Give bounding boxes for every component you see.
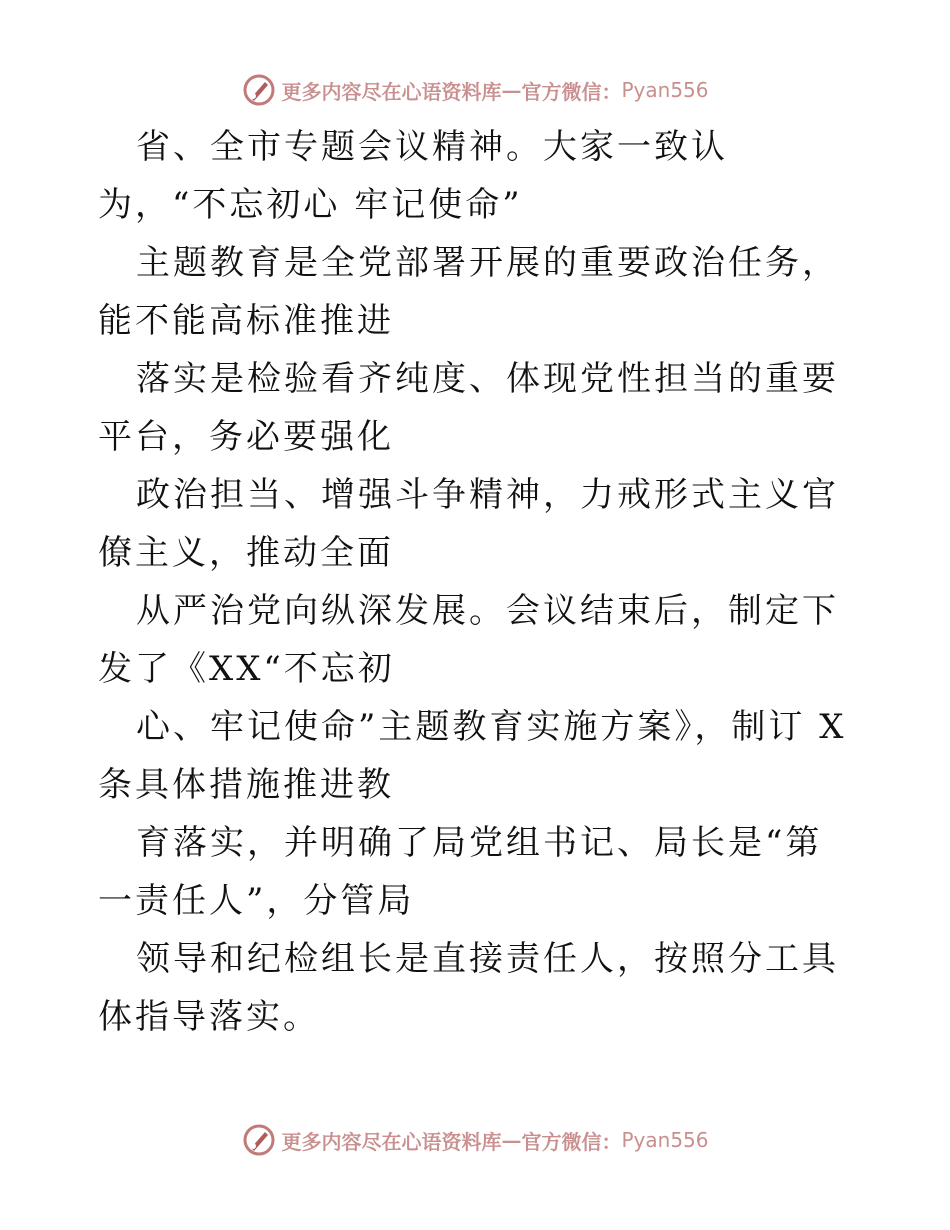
paragraph: 心、牢记使命”主题教育实施方案》，制订 X 条具体措施推进教 (98, 707, 847, 805)
watermark-wechat-id: Pyan556 (621, 1128, 709, 1152)
watermark-wechat-label: 官方微信： (521, 79, 622, 104)
header-watermark (0, 70, 950, 110)
paragraph: 政治担当、增强斗争精神，力戒形式主义官僚主义，推动全面 (98, 475, 839, 573)
document-body (98, 118, 858, 1046)
watermark-wechat-label: 官方微信： (521, 1129, 622, 1154)
paragraph: 领导和纪检组长是直接责任人，按照分工具体指导落实。 (98, 939, 839, 1037)
paragraph: 落实是检验看齐纯度、体现党性担当的重要平台，务必要强化 (98, 359, 839, 457)
footer-watermark (0, 1120, 950, 1160)
paragraph: 育落实，并明确了局党组书记、局长是“第一责任人”，分管局 (98, 823, 823, 921)
quill-seal-icon (241, 72, 277, 108)
watermark-brand: 更多内容尽在心语资料库 (281, 79, 502, 104)
paragraph: 主题教育是全党部署开展的重要政治任务，能不能高标准推进 (98, 243, 839, 341)
watermark-dash: — (501, 1128, 522, 1152)
quill-seal-icon (241, 1122, 277, 1158)
watermark-wechat-id: Pyan556 (621, 78, 709, 102)
paragraph: 省、全市专题会议精神。大家一致认为，“不忘初心 牢记使命” (98, 127, 728, 225)
watermark-dash: — (501, 78, 522, 102)
watermark-brand: 更多内容尽在心语资料库 (281, 1129, 502, 1154)
paragraph: 从严治党向纵深发展。会议结束后，制定下发了《XX“不忘初 (98, 591, 839, 689)
